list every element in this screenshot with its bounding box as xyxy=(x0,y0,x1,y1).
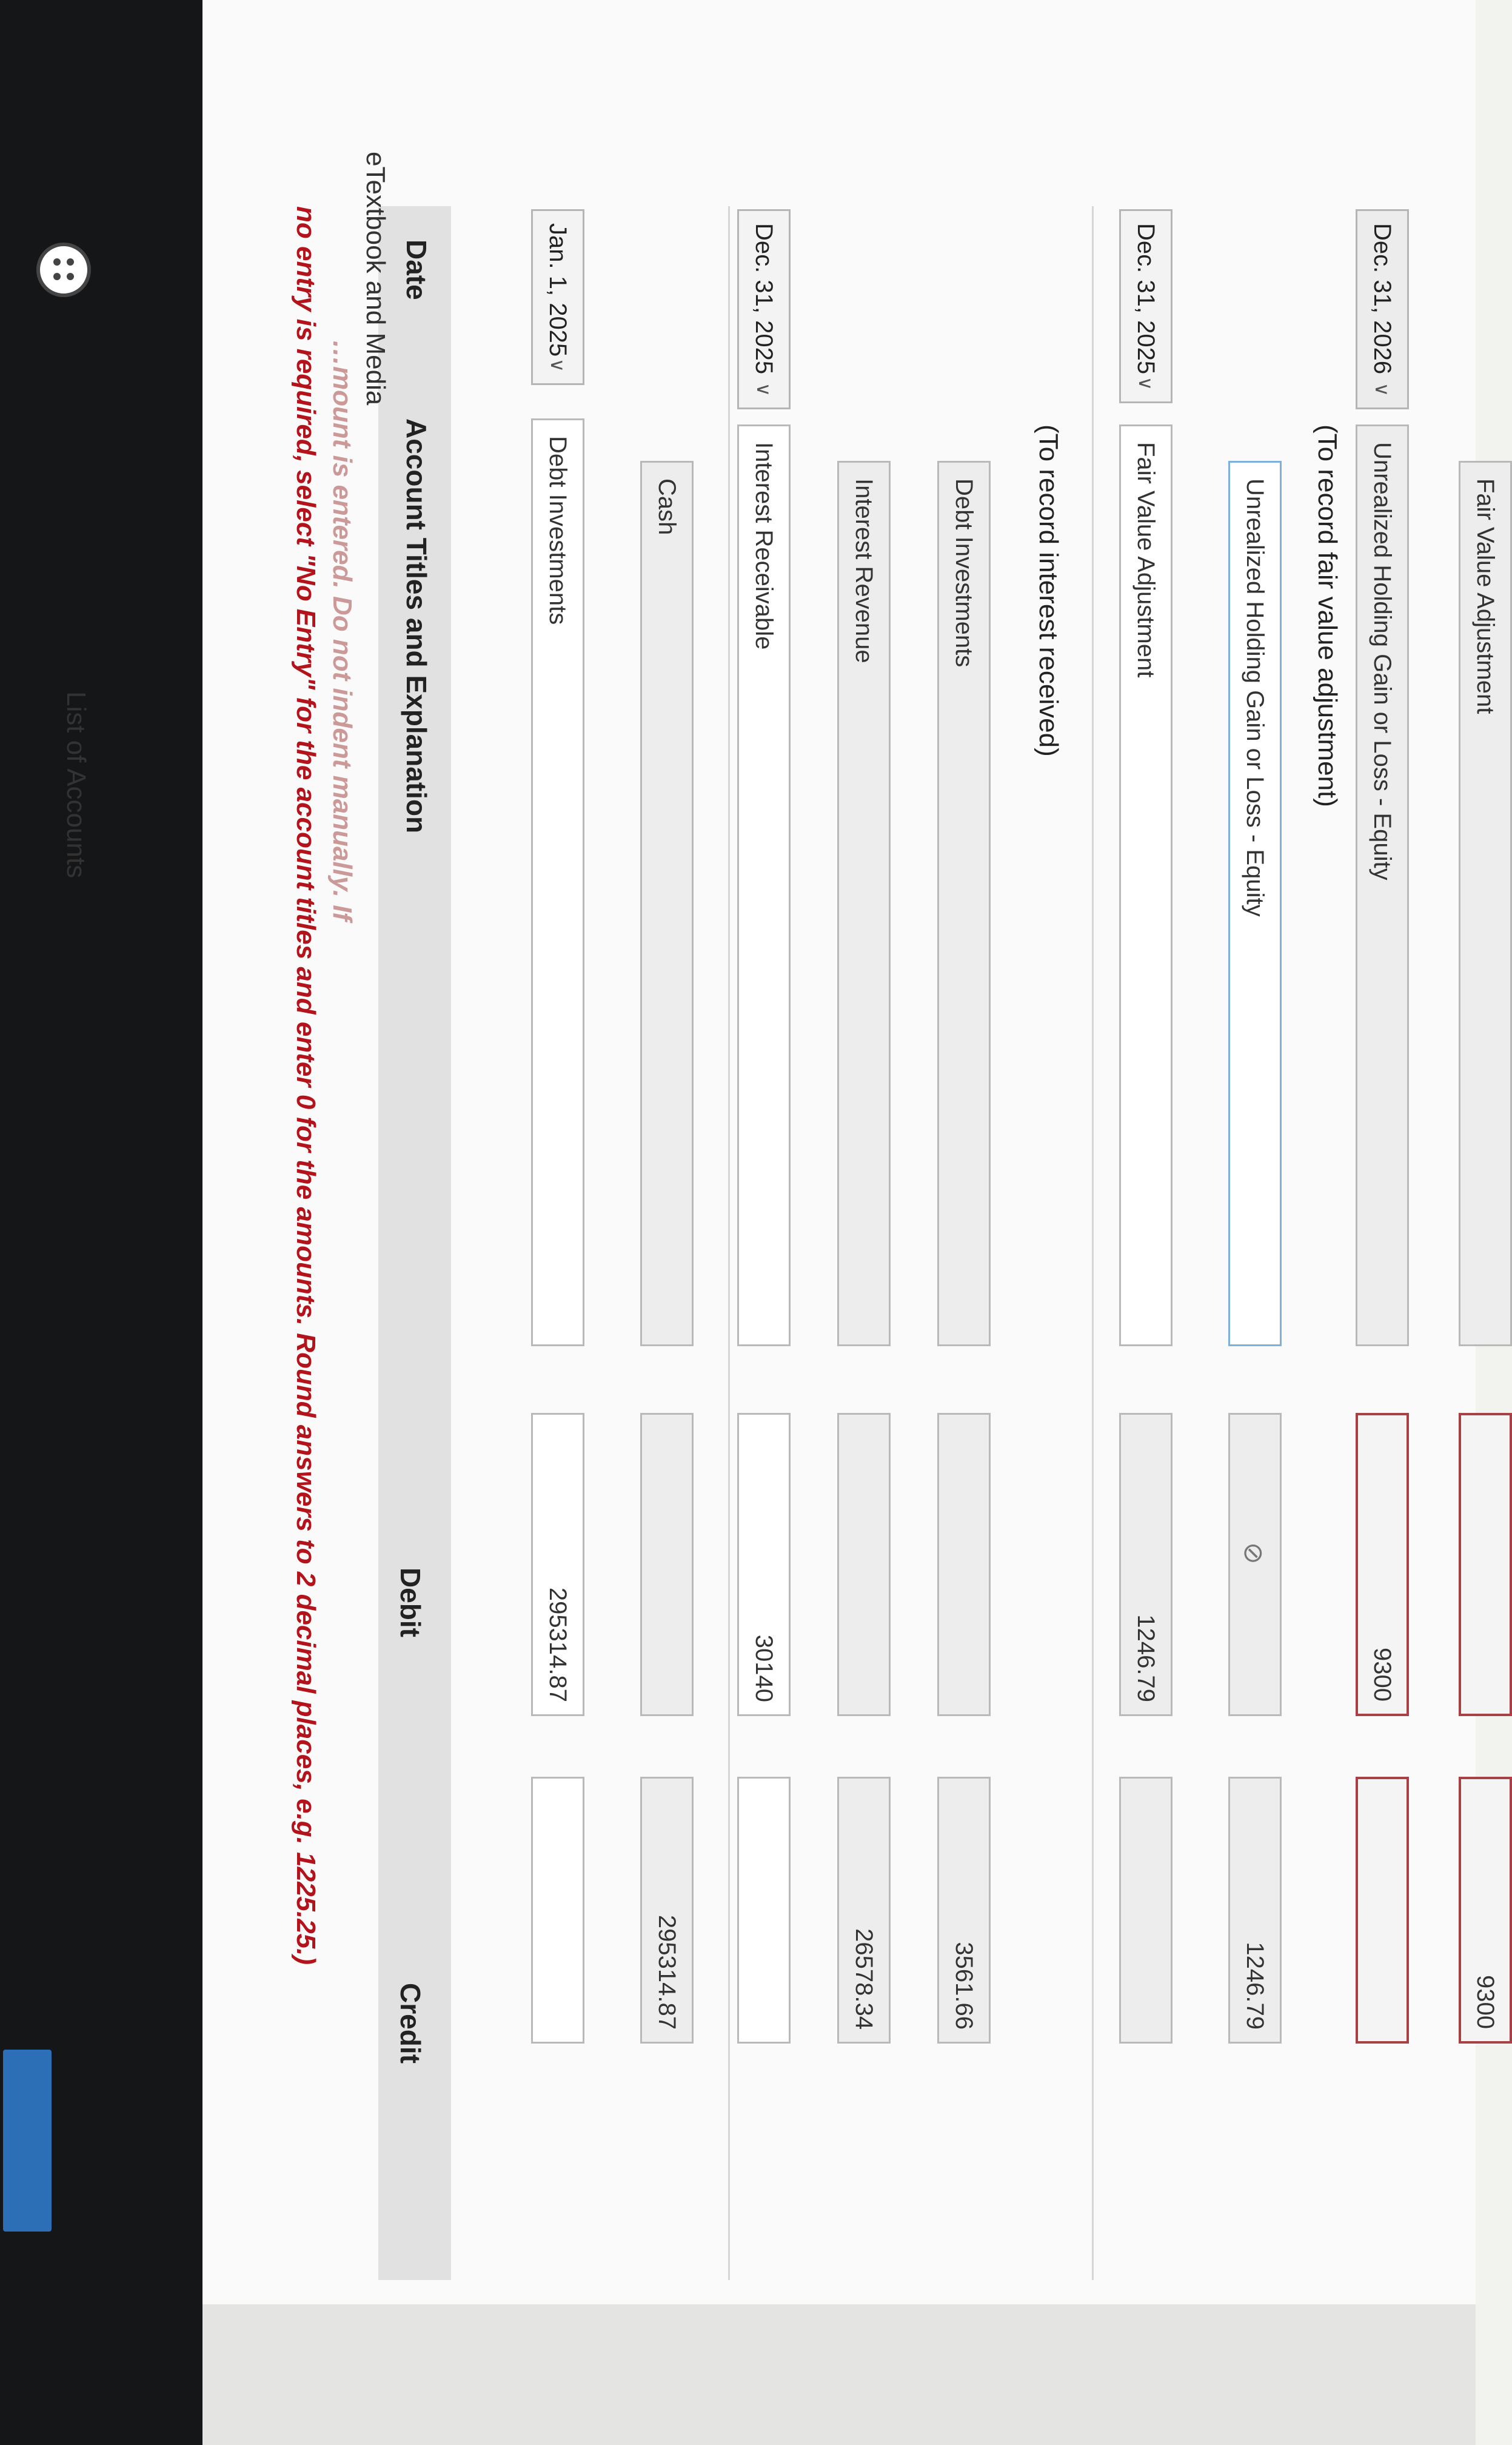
list-of-accounts-link[interactable]: List of Accounts xyxy=(61,691,91,879)
chevron-down-icon: ∨ xyxy=(547,358,569,372)
header-credit: Credit xyxy=(395,1983,426,2064)
header-account: Account Titles and Explanation xyxy=(401,418,432,834)
date-value: Dec. 31, 2025 xyxy=(751,223,778,375)
date-select-2[interactable] xyxy=(737,209,791,409)
date-select-3[interactable] xyxy=(1119,209,1172,403)
date-select-4[interactable] xyxy=(1356,209,1409,409)
account-field[interactable]: Unrealized Holding Gain or Loss - Equity xyxy=(1228,461,1282,1346)
debit-field[interactable]: 295314.87 xyxy=(531,1413,584,1716)
credit-field[interactable]: 9300 xyxy=(1459,1777,1512,2044)
dot xyxy=(53,258,61,266)
instructions-prev: …mount is entered. Do not indent manually. If xyxy=(327,340,357,922)
date-select-1[interactable] xyxy=(531,209,584,385)
row-divider xyxy=(1092,206,1094,2280)
debit-field[interactable]: 30140 xyxy=(737,1413,791,1716)
header-date: Date xyxy=(401,240,432,300)
entry-note: (To record interest received) xyxy=(1034,424,1063,757)
date-value: Dec. 31, 2025 xyxy=(1132,223,1160,375)
row-divider xyxy=(728,206,730,2280)
account-field[interactable]: Debt Investments xyxy=(937,461,991,1346)
account-field[interactable]: Interest Receivable xyxy=(737,424,791,1346)
debit-field[interactable]: 9300 xyxy=(1356,1413,1409,1716)
credit-field[interactable]: 1246.79 xyxy=(1228,1777,1282,2044)
debit-field[interactable] xyxy=(1459,1413,1512,1716)
debit-field[interactable] xyxy=(640,1413,694,1716)
credit-field[interactable] xyxy=(737,1777,791,2044)
date-value: Jan. 1, 2025 xyxy=(544,223,572,357)
dot xyxy=(67,273,74,280)
content-area xyxy=(202,0,1499,2304)
debit-field[interactable] xyxy=(1228,1413,1282,1716)
credit-field[interactable]: 295314.87 xyxy=(640,1777,694,2044)
etextbook-link[interactable]: eTextbook and Media xyxy=(361,152,390,406)
credit-field[interactable] xyxy=(1119,1777,1172,2044)
debit-field[interactable] xyxy=(937,1413,991,1716)
palette-icon[interactable] xyxy=(36,243,91,297)
debit-field[interactable]: 1246.79 xyxy=(1119,1413,1172,1716)
header-debit: Debit xyxy=(395,1568,426,1637)
account-field[interactable]: Unrealized Holding Gain or Loss - Equity xyxy=(1356,424,1409,1346)
account-field[interactable]: Interest Revenue xyxy=(837,461,891,1346)
credit-field[interactable] xyxy=(1356,1777,1409,2044)
chevron-down-icon: ∨ xyxy=(1371,382,1393,397)
chevron-down-icon: ∨ xyxy=(1135,376,1157,391)
debit-field[interactable] xyxy=(837,1413,891,1716)
account-field[interactable]: Fair Value Adjustment xyxy=(1119,424,1172,1346)
account-field[interactable]: Fair Value Adjustment xyxy=(1459,461,1512,1346)
dot xyxy=(67,258,74,266)
dot xyxy=(53,273,61,280)
instructions: no entry is required, select "No Entry" for the account titles and enter 0 for the amounts. Round answers to 2 decimal places, e.g. 1225.25.) xyxy=(291,206,321,1965)
account-field[interactable]: Debt Investments xyxy=(531,418,584,1346)
submit-button[interactable] xyxy=(3,2050,52,2232)
no-entry-cursor-icon: ⊘ xyxy=(1239,1542,1268,1565)
credit-field[interactable]: 26578.34 xyxy=(837,1777,891,2044)
credit-field[interactable]: 3561.66 xyxy=(937,1777,991,2044)
account-field[interactable]: Cash xyxy=(640,461,694,1346)
entry-note: (To record fair value adjustment) xyxy=(1313,424,1342,807)
chevron-down-icon: ∨ xyxy=(753,382,775,397)
credit-field[interactable] xyxy=(531,1777,584,2044)
date-value: Dec. 31, 2026 xyxy=(1369,223,1396,375)
